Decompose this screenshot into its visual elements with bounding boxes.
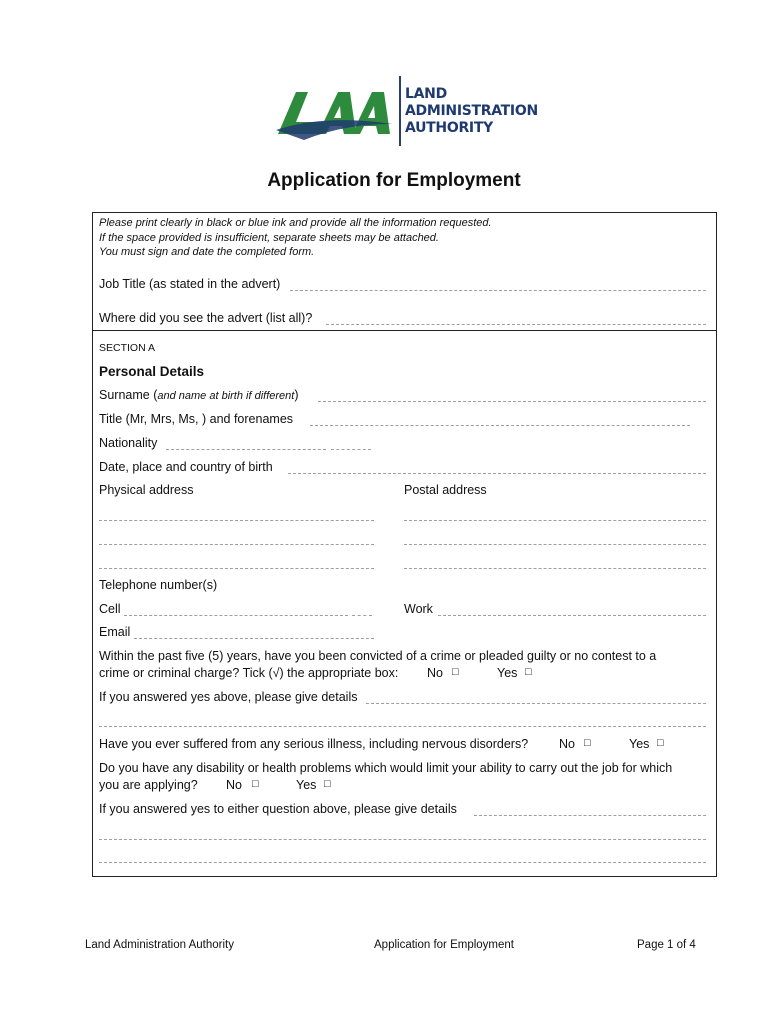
cell-label: Cell <box>99 602 121 616</box>
postal-address-line-1[interactable] <box>404 520 706 521</box>
birth-field[interactable] <box>288 473 706 474</box>
crime-question-line-1: Within the past five (5) years, have you been convicted of a crime or pleaded guilty or no contest to a <box>99 649 657 663</box>
illness-yes-label: Yes <box>629 737 650 751</box>
logo-text-administration: ADMINISTRATION <box>405 103 538 119</box>
email-field[interactable] <box>134 638 374 639</box>
job-title-field[interactable] <box>290 290 706 291</box>
surname-field[interactable] <box>318 401 706 402</box>
logo-text-authority: AUTHORITY <box>405 120 493 136</box>
footer-page-number: Page 1 of 4 <box>637 939 696 951</box>
physical-address-line-2[interactable] <box>99 544 374 545</box>
physical-address-label: Physical address <box>99 483 194 497</box>
either-details-field[interactable] <box>474 815 706 816</box>
illness-no-checkbox[interactable]: □ <box>584 737 591 749</box>
disability-question-line-1: Do you have any disability or health problems which would limit your ability to carry out the job for which <box>99 761 673 775</box>
instruction-line-3: You must sign and date the completed form. <box>99 246 315 258</box>
disability-no-checkbox[interactable]: □ <box>252 778 259 790</box>
nationality-field[interactable] <box>166 449 326 450</box>
advert-label: Where did you see the advert (list all)? <box>99 311 313 325</box>
work-label: Work <box>404 602 433 616</box>
disability-yes-label: Yes <box>296 778 317 792</box>
title-forenames-field[interactable] <box>310 425 690 426</box>
email-label: Email <box>99 625 131 639</box>
either-details-line-3[interactable] <box>99 862 706 863</box>
job-title-label: Job Title (as stated in the advert) <box>99 277 281 291</box>
crime-yes-checkbox[interactable]: □ <box>525 666 532 678</box>
disability-yes-checkbox[interactable]: □ <box>324 778 331 790</box>
crime-yes-label: Yes <box>497 666 518 680</box>
surname-label: Surname (and name at birth if different) <box>99 388 299 402</box>
crime-question-line-2: crime or criminal charge? Tick (√) the appropriate box: <box>99 666 399 680</box>
cell-field[interactable] <box>124 615 348 616</box>
cell-field-extra[interactable] <box>352 615 372 616</box>
crime-details-line-2[interactable] <box>99 726 706 727</box>
illness-no-label: No <box>559 737 575 751</box>
personal-details-heading: Personal Details <box>99 364 205 379</box>
physical-address-line-1[interactable] <box>99 520 374 521</box>
nationality-label: Nationality <box>99 436 158 450</box>
logo-divider <box>399 76 401 146</box>
crime-no-checkbox[interactable]: □ <box>452 666 459 678</box>
disability-question-line-2: you are applying? <box>99 778 198 792</box>
instruction-line-2: If the space provided is insufficient, separate sheets may be attached. <box>99 232 439 244</box>
telephone-label: Telephone number(s) <box>99 578 218 592</box>
laa-logo-mark <box>274 84 394 140</box>
work-field[interactable] <box>438 615 706 616</box>
nationality-field-extra[interactable] <box>331 449 371 450</box>
postal-address-label: Postal address <box>404 483 487 497</box>
disability-no-label: No <box>226 778 242 792</box>
section-a-label: SECTION A <box>99 342 156 354</box>
either-details-line-2[interactable] <box>99 839 706 840</box>
advert-field[interactable] <box>326 324 706 325</box>
postal-address-line-2[interactable] <box>404 544 706 545</box>
instruction-line-1: Please print clearly in black or blue ink and provide all the information requested. <box>99 217 492 229</box>
illness-yes-checkbox[interactable]: □ <box>657 737 664 749</box>
page-title: Application for Employment <box>267 170 521 191</box>
crime-details-field[interactable] <box>366 703 706 704</box>
birth-label: Date, place and country of birth <box>99 460 273 474</box>
illness-question: Have you ever suffered from any serious illness, including nervous disorders? <box>99 737 529 751</box>
footer-organization: Land Administration Authority <box>85 939 234 951</box>
footer-document-title: Application for Employment <box>374 939 514 951</box>
title-forenames-label: Title (Mr, Mrs, Ms, ) and forenames <box>99 412 294 426</box>
physical-address-line-3[interactable] <box>99 568 374 569</box>
postal-address-line-3[interactable] <box>404 568 706 569</box>
crime-no-label: No <box>427 666 443 680</box>
logo-text-land: LAND <box>405 86 447 102</box>
crime-details-label: If you answered yes above, please give details <box>99 690 358 704</box>
either-details-label: If you answered yes to either question above, please give details <box>99 802 457 816</box>
